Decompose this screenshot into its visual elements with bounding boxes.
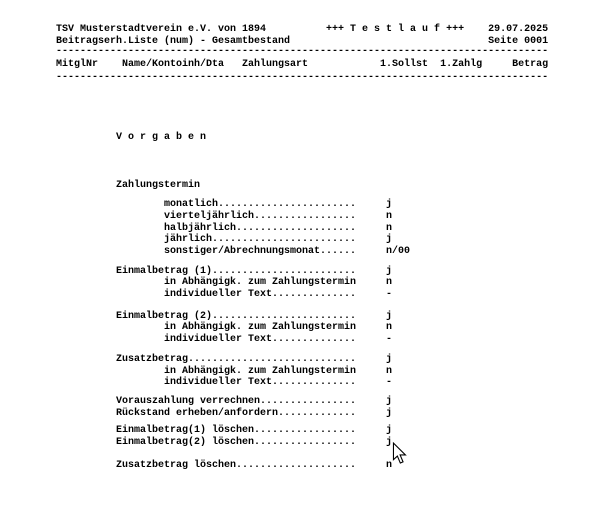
setting-jaehrlich: jährlich........................ j	[56, 234, 393, 245]
setting-einmalbetrag-2: Einmalbetrag (2)........................ j	[56, 311, 393, 322]
setting-vorauszahlung-verrechnen: Vorauszahlung verrechnen................ j	[56, 396, 393, 407]
setting-vierteljaehrlich: vierteljährlich................. n	[56, 211, 393, 222]
column-header: MitglNr Name/Kontoinh/Dta Zahlungsart 1.Sollst 1.Zahlg Betrag	[56, 59, 549, 70]
setting-rueckstand-erheben: Rückstand erheben/anfordern............. j	[56, 408, 393, 419]
setting-einmalbetrag-1-indiv-text: individueller Text.............. -	[56, 289, 393, 300]
setting-einmalbetrag-2-abhaengig: in Abhängigk. zum Zahlungstermin n	[56, 322, 393, 333]
setting-einmalbetrag-1: Einmalbetrag (1)........................ j	[56, 266, 393, 277]
separator-bottom: ----------------------------------------------------------------------------------	[56, 72, 549, 83]
header-line-1: TSV Musterstadtverein e.V. von 1894 +++ T e s t l a u f +++ 29.07.2025	[56, 24, 549, 35]
group-zahlungstermin: Zahlungstermin	[56, 180, 201, 191]
setting-monatlich: monatlich....................... j	[56, 199, 393, 210]
setting-zusatzbetrag-loeschen: Zusatzbetrag löschen.................... n	[56, 460, 393, 471]
setting-einmalbetrag-2-indiv-text: individueller Text.............. -	[56, 334, 393, 345]
setting-sonstiger-abrechnungsmonat: sonstiger/Abrechnungsmonat...... n/00	[56, 246, 411, 257]
setting-zusatzbetrag: Zusatzbetrag............................ j	[56, 354, 393, 365]
mouse-cursor	[392, 442, 408, 466]
setting-einmalbetrag2-loeschen: Einmalbetrag(2) löschen................. j	[56, 437, 393, 448]
header-line-2: Beitragserh.Liste (num) - Gesamtbestand Seite 0001	[56, 36, 549, 47]
setting-einmalbetrag-1-abhaengig: in Abhängigk. zum Zahlungstermin n	[56, 277, 393, 288]
setting-halbjaehrlich: halbjährlich.................... n	[56, 223, 393, 234]
separator-top: ----------------------------------------------------------------------------------	[56, 46, 549, 57]
setting-einmalbetrag1-loeschen: Einmalbetrag(1) löschen................. j	[56, 425, 393, 436]
setting-zusatzbetrag-indiv-text: individueller Text.............. -	[56, 377, 393, 388]
setting-zusatzbetrag-abhaengig: in Abhängigk. zum Zahlungstermin n	[56, 366, 393, 377]
section-title-vorgaben: V o r g a b e n	[56, 132, 207, 143]
